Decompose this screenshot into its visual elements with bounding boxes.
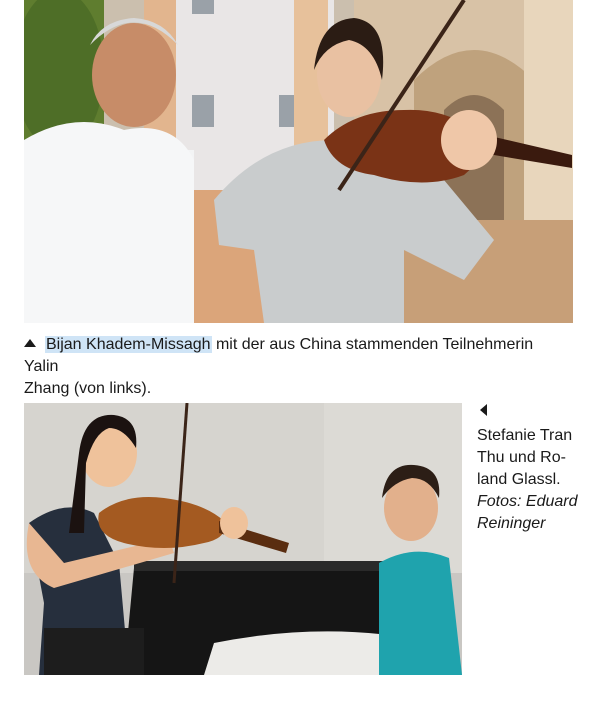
photo-caption-side <box>477 402 595 535</box>
caption-top-text-line2: Zhang (von links). <box>24 380 152 397</box>
caption-side-line-2: Thu und Ro- <box>477 449 566 466</box>
photo-caption-top <box>24 334 564 400</box>
caption-side-line-1: Stefanie Tran <box>477 427 573 444</box>
caption-top-text: mit der aus China stammenden Teilnehmerin Yalin <box>24 336 534 375</box>
triangle-up-icon <box>24 339 36 347</box>
photo-violinist-and-man-courtyard <box>24 0 573 323</box>
photo-violinist-piano-man <box>24 403 462 675</box>
highlighted-name: Bijan Khadem-Missagh <box>46 336 211 353</box>
triangle-left-icon <box>480 404 487 416</box>
photo-credit-line-1: Fotos: Eduard <box>477 493 578 510</box>
caption-side-line-3: land Glassl. <box>477 471 561 488</box>
photo-credit-line-2: Reininger <box>477 515 546 532</box>
